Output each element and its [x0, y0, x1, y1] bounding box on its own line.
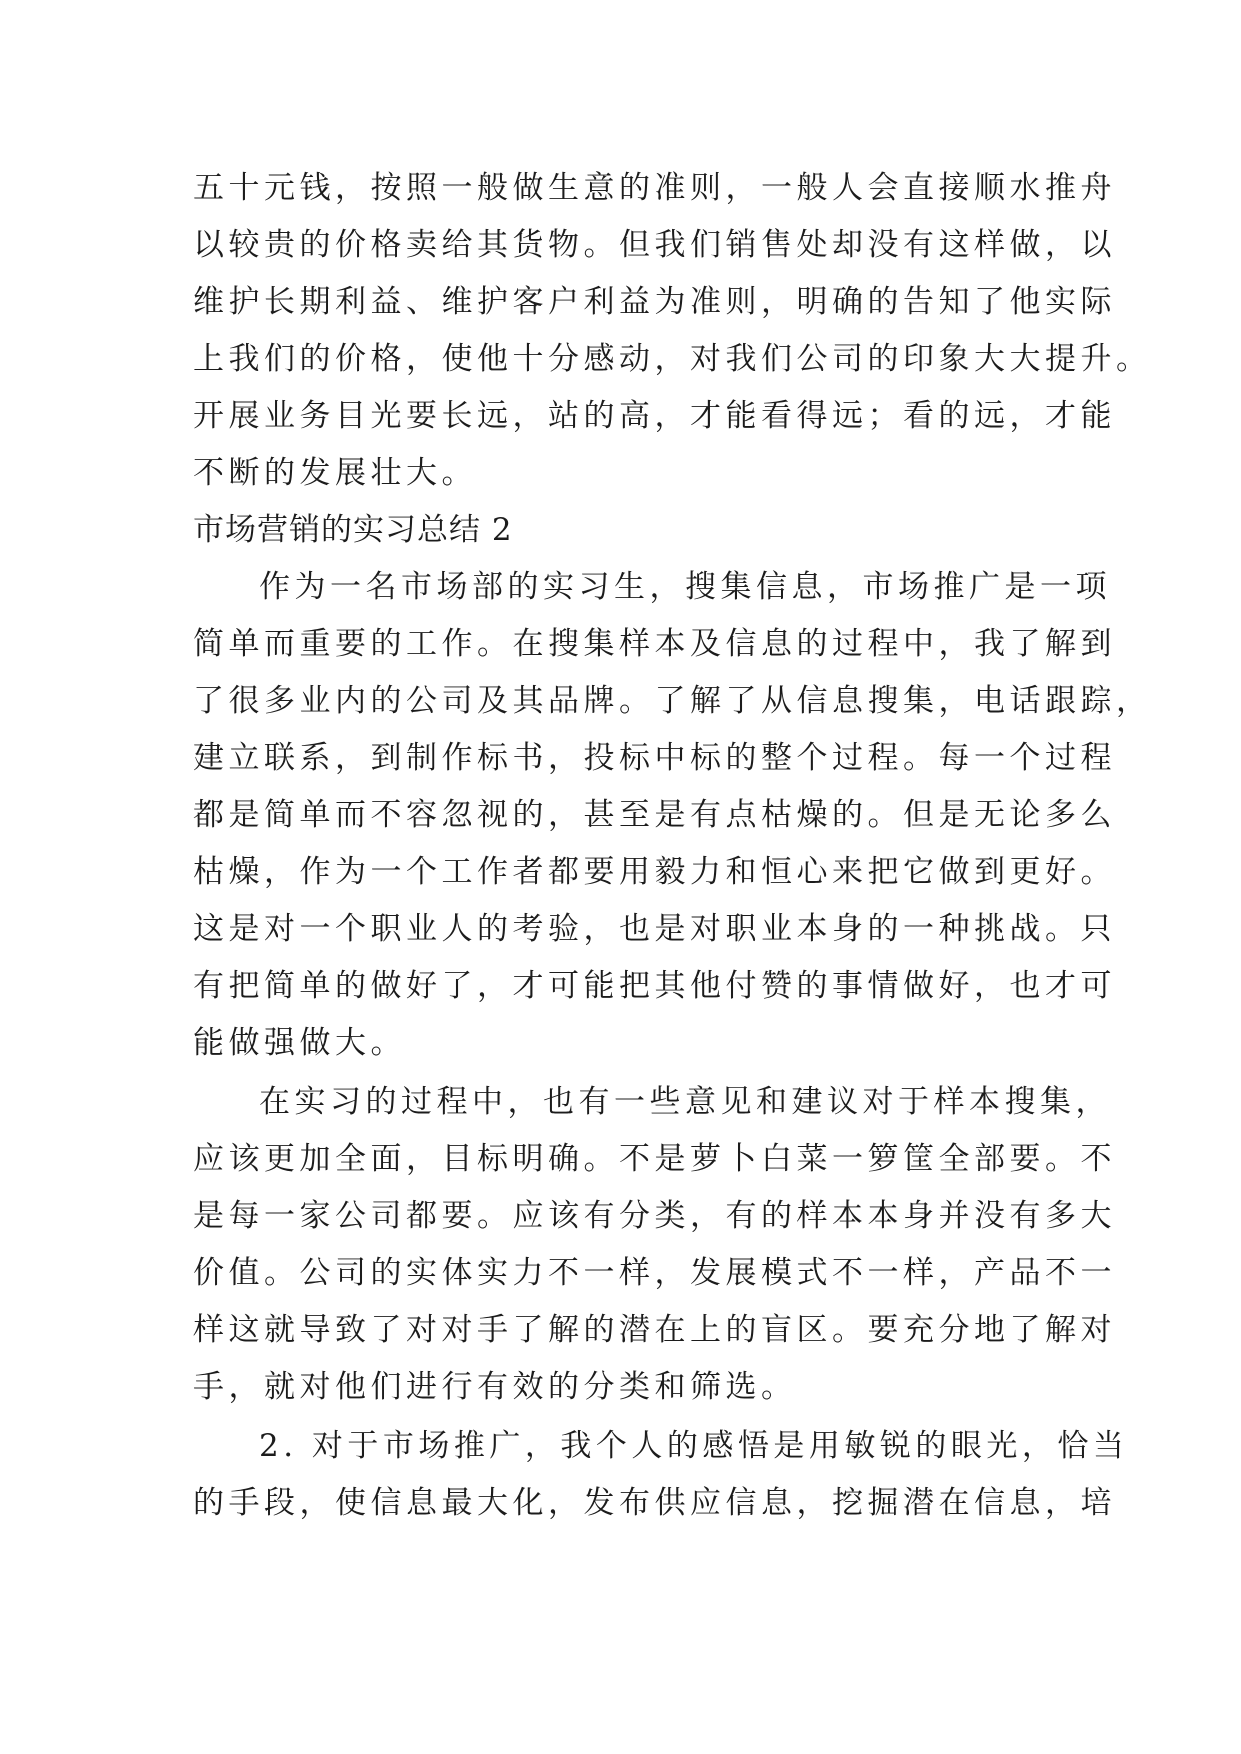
document-body [193, 160, 1152, 1532]
text-line: 简单而重要的工作。在搜集样本及信息的过程中，我了解到 [193, 626, 1116, 662]
text-line: 维护长期利益、维护客户利益为准则，明确的告知了他实际 [193, 284, 1116, 320]
text-line: 建立联系，到制作标书，投标中标的整个过程。每一个过程 [193, 740, 1116, 776]
text-line: 有把简单的做好了，才可能把其他付赞的事情做好，也才可 [193, 968, 1116, 1004]
text-line: 五十元钱，按照一般做生意的准则，一般人会直接顺水推舟 [193, 170, 1116, 206]
text-line: 的手段，使信息最大化，发布供应信息，挖掘潜在信息，培 [193, 1485, 1116, 1521]
text-line: 能做强做大。 [193, 1025, 406, 1061]
text-line: 以较贵的价格卖给其货物。但我们销售处却没有这样做，以 [193, 227, 1116, 263]
text-line: 价值。公司的实体实力不一样，发展模式不一样，产品不一 [193, 1255, 1116, 1291]
text-line: 了很多业内的公司及其品牌。了解了从信息搜集，电话跟踪， [193, 683, 1152, 719]
text-line: 都是简单而不容忽视的，甚至是有点枯燥的。但是无论多么 [193, 797, 1116, 833]
text-line: 是每一家公司都要。应该有分类，有的样本本身并没有多大 [193, 1198, 1116, 1234]
text-line: 开展业务目光要长远，站的高，才能看得远；看的远，才能 [193, 398, 1116, 434]
text-line: 上我们的价格，使他十分感动，对我们公司的印象大大提升。 [193, 341, 1152, 377]
text-line: 枯燥，作为一个工作者都要用毅力和恒心来把它做到更好。 [193, 854, 1116, 890]
text-line: 不断的发展壮大。 [193, 455, 477, 491]
text-line: 作为一名市场部的实习生，搜集信息，市场推广是一项 [259, 569, 1111, 605]
text-line: 样这就导致了对对手了解的潜在上的盲区。要充分地了解对 [193, 1312, 1116, 1348]
text-line: 2. 对于市场推广，我个人的感悟是用敏锐的眼光，恰当 [259, 1428, 1129, 1464]
text-line: 应该更加全面，目标明确。不是萝卜白菜一箩筐全部要。不 [193, 1141, 1116, 1177]
section-heading: 市场营销的实习总结 2 [193, 512, 513, 548]
text-line: 手，就对他们进行有效的分类和筛选。 [193, 1369, 797, 1405]
text-line: 在实习的过程中，也有一些意见和建议对于样本搜集， [259, 1084, 1111, 1120]
text-line: 这是对一个职业人的考验，也是对职业本身的一种挑战。只 [193, 911, 1116, 947]
